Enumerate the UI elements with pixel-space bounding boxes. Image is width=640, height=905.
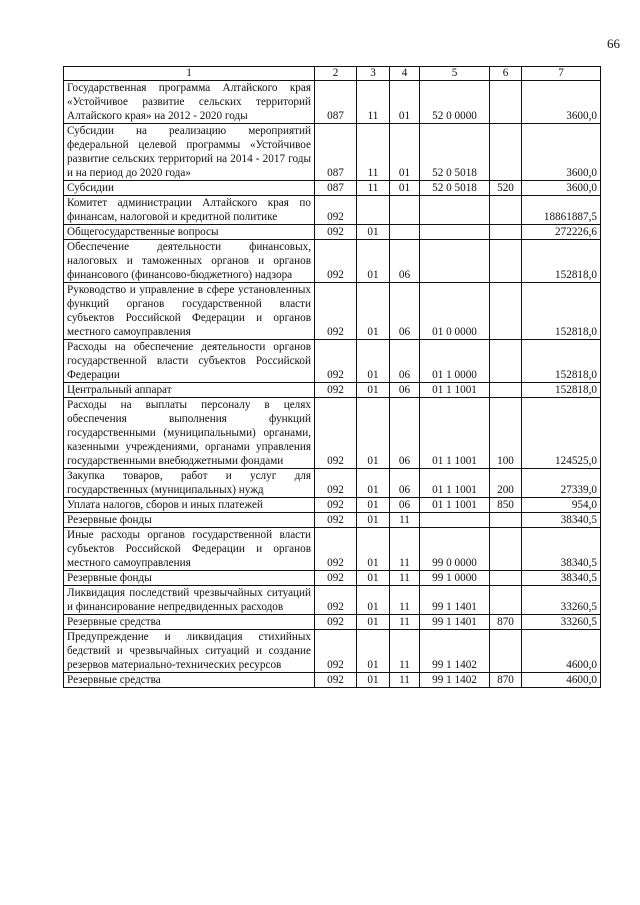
row-value-cell: 06 bbox=[390, 340, 420, 383]
row-value-cell: 954,0 bbox=[522, 498, 601, 513]
row-value-cell: 06 bbox=[390, 498, 420, 513]
row-value-cell: 06 bbox=[390, 240, 420, 283]
header-cell: 4 bbox=[390, 67, 420, 81]
row-value-cell: 152818,0 bbox=[522, 240, 601, 283]
row-name-cell: Ликвидация последствий чрезвычайных ситуаций и финансирование непредвиденных расходов bbox=[64, 586, 315, 615]
row-value-cell: 99 1 1402 bbox=[420, 673, 490, 688]
row-value-cell: 092 bbox=[315, 571, 357, 586]
row-name-cell: Субсидии bbox=[64, 181, 315, 196]
row-value-cell: 33260,5 bbox=[522, 615, 601, 630]
row-value-cell: 092 bbox=[315, 498, 357, 513]
row-value-cell: 092 bbox=[315, 225, 357, 240]
row-value-cell bbox=[420, 240, 490, 283]
row-value-cell: 870 bbox=[490, 615, 522, 630]
row-value-cell: 100 bbox=[490, 398, 522, 469]
row-value-cell: 01 bbox=[357, 571, 390, 586]
row-value-cell: 99 1 0000 bbox=[420, 571, 490, 586]
row-value-cell: 01 bbox=[390, 124, 420, 181]
table-row bbox=[64, 81, 601, 124]
table-row bbox=[64, 528, 601, 571]
row-name-cell: Резервные средства bbox=[64, 673, 315, 688]
row-value-cell: 01 bbox=[357, 498, 390, 513]
table-row bbox=[64, 225, 601, 240]
table-row bbox=[64, 240, 601, 283]
row-name-cell: Закупка товаров, работ и услуг для государственных (муниципальных) нужд bbox=[64, 469, 315, 498]
row-value-cell: 06 bbox=[390, 283, 420, 340]
row-value-cell: 01 bbox=[357, 586, 390, 615]
row-value-cell: 092 bbox=[315, 615, 357, 630]
row-value-cell: 01 1 1001 bbox=[420, 383, 490, 398]
row-value-cell: 087 bbox=[315, 81, 357, 124]
table-row bbox=[64, 498, 601, 513]
page-number: 66 bbox=[607, 36, 620, 51]
row-value-cell: 3600,0 bbox=[522, 81, 601, 124]
row-value-cell: 38340,5 bbox=[522, 528, 601, 571]
row-value-cell: 520 bbox=[490, 181, 522, 196]
row-value-cell bbox=[420, 196, 490, 225]
table-row bbox=[64, 181, 601, 196]
table-row bbox=[64, 383, 601, 398]
row-name-cell: Резервные фонды bbox=[64, 571, 315, 586]
row-value-cell: 11 bbox=[357, 181, 390, 196]
table-row bbox=[64, 615, 601, 630]
row-value-cell: 01 bbox=[357, 240, 390, 283]
row-value-cell: 01 bbox=[390, 81, 420, 124]
header-cell: 5 bbox=[420, 67, 490, 81]
row-value-cell bbox=[490, 196, 522, 225]
row-value-cell: 33260,5 bbox=[522, 586, 601, 615]
row-value-cell: 092 bbox=[315, 398, 357, 469]
row-value-cell bbox=[420, 513, 490, 528]
row-value-cell bbox=[490, 586, 522, 615]
row-value-cell: 01 1 1001 bbox=[420, 469, 490, 498]
row-value-cell: 11 bbox=[390, 615, 420, 630]
row-value-cell: 092 bbox=[315, 469, 357, 498]
row-value-cell: 38340,5 bbox=[522, 513, 601, 528]
row-value-cell bbox=[490, 81, 522, 124]
row-value-cell: 01 1 1001 bbox=[420, 398, 490, 469]
row-name-cell: Комитет администрации Алтайского края по финансам, налоговой и кредитной политике bbox=[64, 196, 315, 225]
table-row bbox=[64, 124, 601, 181]
row-value-cell: 850 bbox=[490, 498, 522, 513]
row-value-cell: 01 1 1001 bbox=[420, 498, 490, 513]
row-value-cell: 11 bbox=[390, 513, 420, 528]
row-value-cell: 11 bbox=[390, 571, 420, 586]
header-cell: 1 bbox=[64, 67, 315, 81]
row-name-cell: Резервные фонды bbox=[64, 513, 315, 528]
row-value-cell bbox=[357, 196, 390, 225]
row-name-cell: Общегосударственные вопросы bbox=[64, 225, 315, 240]
row-name-cell: Центральный аппарат bbox=[64, 383, 315, 398]
row-value-cell: 4600,0 bbox=[522, 673, 601, 688]
header-cell: 6 bbox=[490, 67, 522, 81]
row-value-cell: 11 bbox=[390, 673, 420, 688]
row-value-cell: 01 bbox=[357, 383, 390, 398]
row-value-cell: 01 bbox=[357, 615, 390, 630]
row-value-cell: 38340,5 bbox=[522, 571, 601, 586]
header-cell: 3 bbox=[357, 67, 390, 81]
row-name-cell: Иные расходы органов государственной власти субъектов Российской Федерации и органов местного самоуправления bbox=[64, 528, 315, 571]
row-name-cell: Резервные средства bbox=[64, 615, 315, 630]
row-value-cell: 200 bbox=[490, 469, 522, 498]
row-value-cell: 092 bbox=[315, 240, 357, 283]
row-name-cell: Государственная программа Алтайского края «Устойчивое развитие сельских территорий Алтайского края» на 2012 - 2020 годы bbox=[64, 81, 315, 124]
row-value-cell: 01 bbox=[357, 528, 390, 571]
row-value-cell bbox=[390, 225, 420, 240]
header-cell: 7 bbox=[522, 67, 601, 81]
row-value-cell: 092 bbox=[315, 586, 357, 615]
row-value-cell: 3600,0 bbox=[522, 181, 601, 196]
row-value-cell: 092 bbox=[315, 513, 357, 528]
row-value-cell bbox=[490, 124, 522, 181]
row-value-cell: 52 0 0000 bbox=[420, 81, 490, 124]
row-value-cell: 01 bbox=[390, 181, 420, 196]
row-value-cell: 99 1 1402 bbox=[420, 630, 490, 673]
row-value-cell bbox=[490, 513, 522, 528]
header-cell: 2 bbox=[315, 67, 357, 81]
row-value-cell: 124525,0 bbox=[522, 398, 601, 469]
row-value-cell bbox=[490, 240, 522, 283]
row-value-cell bbox=[490, 383, 522, 398]
row-name-cell: Уплата налогов, сборов и иных платежей bbox=[64, 498, 315, 513]
row-name-cell: Руководство и управление в сфере установленных функций органов государственной власти субъектов Российской Федерации и органов местного самоуправления bbox=[64, 283, 315, 340]
table-row bbox=[64, 469, 601, 498]
row-name-cell: Расходы на выплаты персоналу в целях обеспечения выполнения функций государственными (муниципальными) органами, казенными учреждениями, органами управления государственными внебюджетными фондами bbox=[64, 398, 315, 469]
row-value-cell bbox=[490, 528, 522, 571]
row-value-cell: 092 bbox=[315, 383, 357, 398]
row-value-cell: 870 bbox=[490, 673, 522, 688]
row-value-cell: 99 1 1401 bbox=[420, 615, 490, 630]
table-row bbox=[64, 673, 601, 688]
row-value-cell: 11 bbox=[390, 630, 420, 673]
row-name-cell: Субсидии на реализацию мероприятий федеральной целевой программы «Устойчивое развитие сельских территорий на 2014 - 2017 годы и на период до 2020 года» bbox=[64, 124, 315, 181]
budget-table bbox=[63, 66, 601, 688]
table-row bbox=[64, 513, 601, 528]
row-value-cell: 01 bbox=[357, 469, 390, 498]
row-value-cell bbox=[490, 283, 522, 340]
row-value-cell: 01 bbox=[357, 398, 390, 469]
row-value-cell: 06 bbox=[390, 383, 420, 398]
row-value-cell bbox=[490, 571, 522, 586]
row-value-cell: 087 bbox=[315, 181, 357, 196]
row-value-cell: 087 bbox=[315, 124, 357, 181]
table-row bbox=[64, 196, 601, 225]
table-body bbox=[64, 81, 601, 688]
row-value-cell: 01 1 0000 bbox=[420, 340, 490, 383]
row-value-cell: 152818,0 bbox=[522, 283, 601, 340]
row-value-cell bbox=[390, 196, 420, 225]
table-row bbox=[64, 340, 601, 383]
row-name-cell: Обеспечение деятельности финансовых, налоговых и таможенных органов и органов финансового (финансово-бюджетного) надзора bbox=[64, 240, 315, 283]
row-value-cell: 52 0 5018 bbox=[420, 124, 490, 181]
row-value-cell: 01 bbox=[357, 630, 390, 673]
row-value-cell: 01 bbox=[357, 283, 390, 340]
row-value-cell: 092 bbox=[315, 673, 357, 688]
row-name-cell: Расходы на обеспечение деятельности органов государственной власти субъектов Российской Федерации bbox=[64, 340, 315, 383]
row-value-cell: 06 bbox=[390, 469, 420, 498]
row-value-cell: 11 bbox=[390, 528, 420, 571]
row-value-cell: 11 bbox=[357, 124, 390, 181]
row-value-cell: 092 bbox=[315, 196, 357, 225]
row-value-cell: 01 0 0000 bbox=[420, 283, 490, 340]
table-row bbox=[64, 398, 601, 469]
row-value-cell: 272226,6 bbox=[522, 225, 601, 240]
row-value-cell: 18861887,5 bbox=[522, 196, 601, 225]
row-value-cell bbox=[490, 630, 522, 673]
row-value-cell: 01 bbox=[357, 513, 390, 528]
row-value-cell bbox=[420, 225, 490, 240]
table-row bbox=[64, 630, 601, 673]
table-row bbox=[64, 283, 601, 340]
row-value-cell: 99 0 0000 bbox=[420, 528, 490, 571]
row-value-cell: 01 bbox=[357, 340, 390, 383]
row-value-cell bbox=[490, 340, 522, 383]
row-value-cell: 092 bbox=[315, 283, 357, 340]
row-value-cell: 11 bbox=[357, 81, 390, 124]
row-value-cell: 4600,0 bbox=[522, 630, 601, 673]
row-value-cell: 06 bbox=[390, 398, 420, 469]
row-value-cell: 092 bbox=[315, 630, 357, 673]
header-row bbox=[64, 67, 601, 81]
row-value-cell bbox=[490, 225, 522, 240]
table-row bbox=[64, 571, 601, 586]
row-value-cell: 092 bbox=[315, 340, 357, 383]
row-value-cell: 01 bbox=[357, 673, 390, 688]
row-value-cell: 27339,0 bbox=[522, 469, 601, 498]
row-name-cell: Предупреждение и ликвидация стихийных бедствий и чрезвычайных ситуаций и создание резервов материально-технических ресурсов bbox=[64, 630, 315, 673]
row-value-cell: 3600,0 bbox=[522, 124, 601, 181]
row-value-cell: 11 bbox=[390, 586, 420, 615]
row-value-cell: 52 0 5018 bbox=[420, 181, 490, 196]
row-value-cell: 99 1 1401 bbox=[420, 586, 490, 615]
row-value-cell: 092 bbox=[315, 528, 357, 571]
row-value-cell: 01 bbox=[357, 225, 390, 240]
row-value-cell: 152818,0 bbox=[522, 383, 601, 398]
row-value-cell: 152818,0 bbox=[522, 340, 601, 383]
table-row bbox=[64, 586, 601, 615]
